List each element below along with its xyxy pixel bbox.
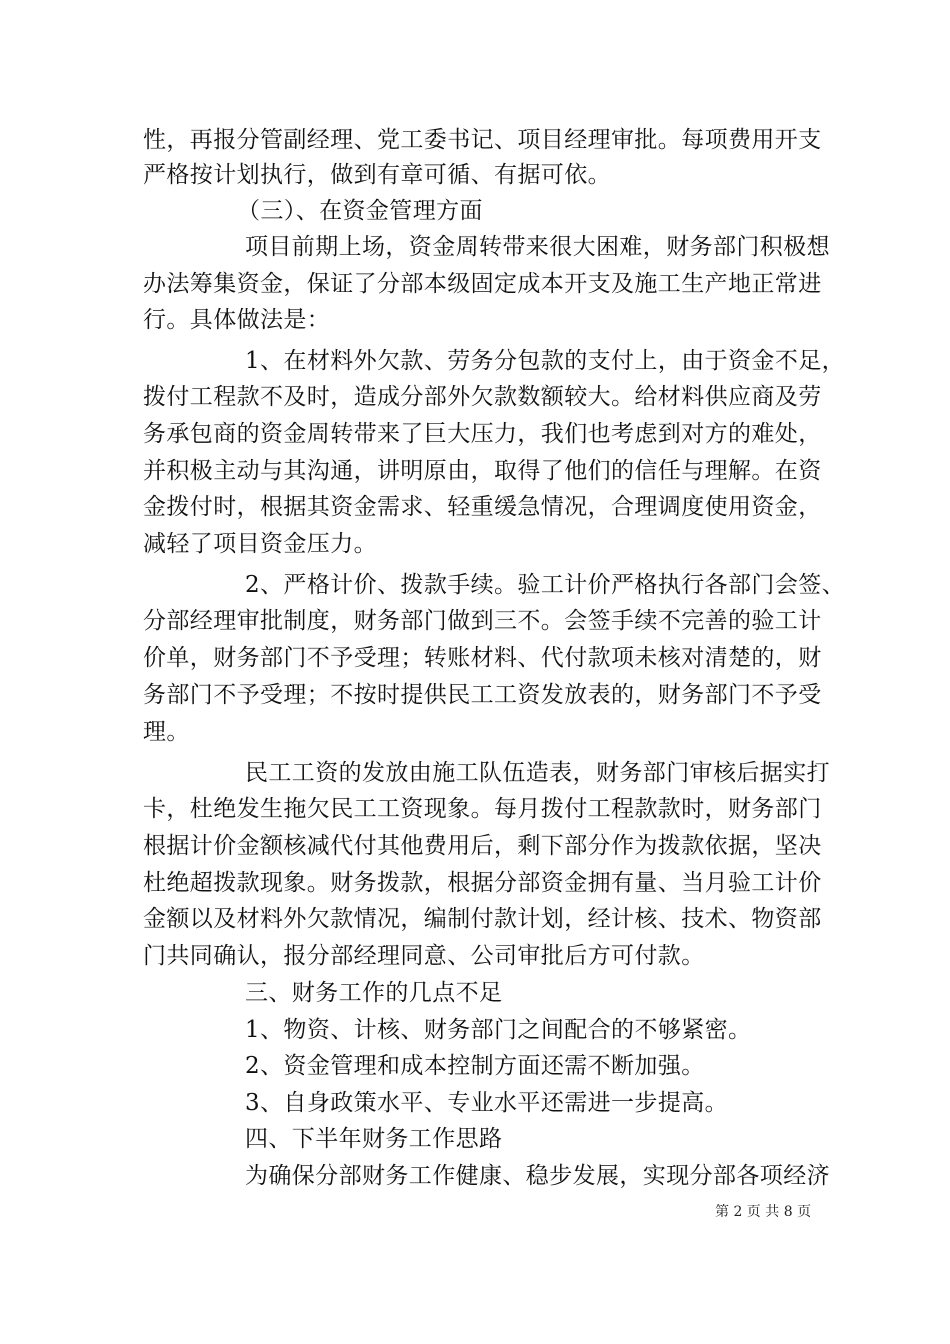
paragraph-line: 拨付工程款不及时，造成分部外欠款数额较大。给材料供应商及劳 bbox=[143, 384, 822, 410]
page-number-footer: 第 2 页 共 8 页 bbox=[715, 1204, 812, 1220]
paragraph-line: 门共同确认，报分部经理同意、公司审批后方可付款。 bbox=[143, 943, 705, 969]
paragraph-line: 金拨付时，根据其资金需求、轻重缓急情况，合理调度使用资金， bbox=[143, 494, 822, 520]
paragraph-line: 价单，财务部门不予受理；转账材料、代付款项未核对清楚的，财 bbox=[143, 645, 822, 671]
list-item: 1、在材料外欠款、劳务分包款的支付上，由于资金不足， bbox=[245, 348, 846, 374]
paragraph-line: 卡，杜绝发生拖欠民工工资现象。每月拨付工程款款时，财务部门 bbox=[143, 796, 822, 822]
list-item: 3、自身政策水平、专业水平还需进一步提高。 bbox=[245, 1090, 729, 1116]
paragraph-line: 理。 bbox=[143, 719, 190, 745]
paragraph-line: 务承包商的资金周转带来了巨大压力，我们也考虑到对方的难处， bbox=[143, 421, 822, 447]
list-item: 1、物资、计核、财务部门之间配合的不够紧密。 bbox=[245, 1017, 752, 1043]
section-heading: 三、财务工作的几点不足 bbox=[245, 980, 503, 1006]
paragraph-line: 性，再报分管副经理、党工委书记、项目经理审批。每项费用开支 bbox=[143, 127, 822, 153]
paragraph-line: 项目前期上场，资金周转带来很大困难，财务部门积极想 bbox=[245, 234, 830, 260]
paragraph-line: 严格按计划执行，做到有章可循、有据可依。 bbox=[143, 162, 611, 188]
paragraph-line: 金额以及材料外欠款情况，编制付款计划，经计核、技术、物资部 bbox=[143, 906, 822, 932]
paragraph-line: 为确保分部财务工作健康、稳步发展，实现分部各项经济 bbox=[245, 1163, 830, 1189]
section-heading: （三）、在资金管理方面 bbox=[237, 198, 483, 224]
section-heading: 四、下半年财务工作思路 bbox=[245, 1126, 503, 1152]
paragraph-line: 根据计价金额核减代付其他费用后，剩下部分作为拨款依据，坚决 bbox=[143, 833, 822, 859]
paragraph-line: 减轻了项目资金压力。 bbox=[143, 531, 377, 557]
paragraph-line: 杜绝超拨款现象。财务拨款，根据分部资金拥有量、当月验工计价 bbox=[143, 870, 822, 896]
paragraph-line: 并积极主动与其沟通，讲明原由，取得了他们的信任与理解。在资 bbox=[143, 458, 822, 484]
paragraph-line: 行。具体做法是： bbox=[143, 307, 331, 333]
paragraph-line: 民工工资的发放由施工队伍造表，财务部门审核后据实打 bbox=[245, 760, 830, 786]
list-item: 2、资金管理和成本控制方面还需不断加强。 bbox=[245, 1053, 705, 1079]
paragraph-line: 务部门不予受理；不按时提供民工工资发放表的，财务部门不予受 bbox=[143, 682, 822, 708]
paragraph-line: 分部经理审批制度，财务部门做到三不。会签手续不完善的验工计 bbox=[143, 608, 822, 634]
list-item: 2、严格计价、拨款手续。验工计价严格执行各部门会签、 bbox=[245, 572, 846, 598]
paragraph-line: 办法筹集资金，保证了分部本级固定成本开支及施工生产地正常进 bbox=[143, 271, 822, 297]
